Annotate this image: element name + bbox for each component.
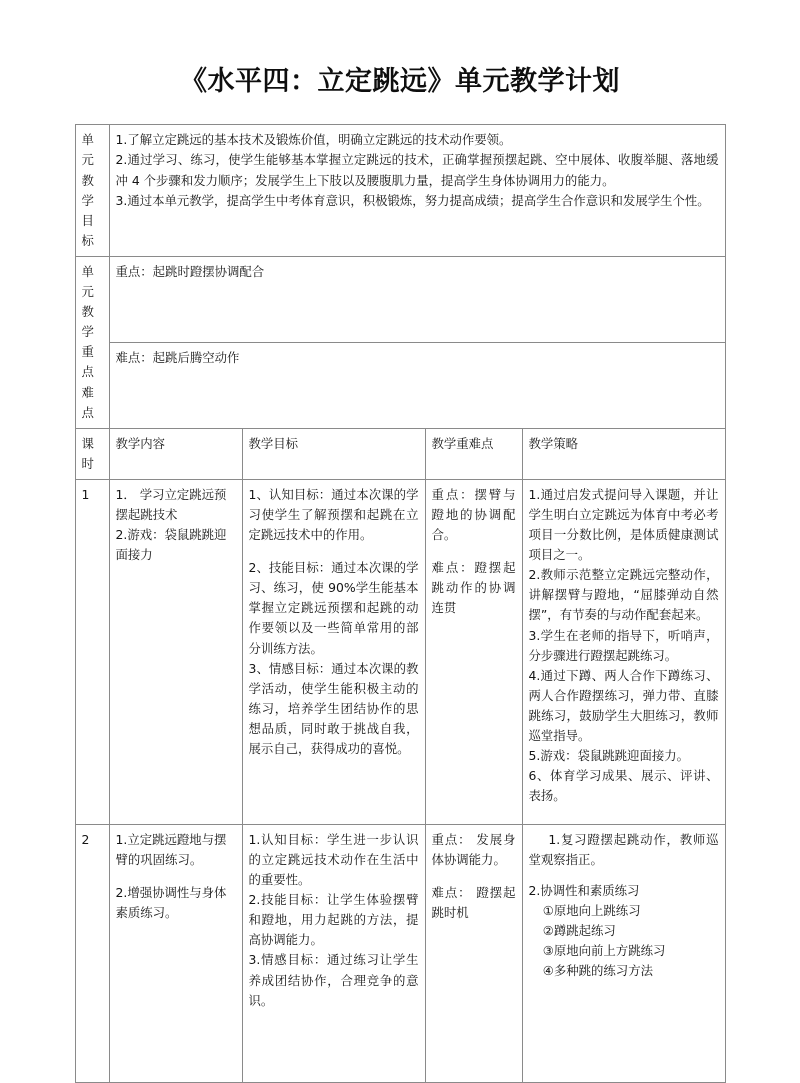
unit-goals-label-line-2: 教学 [81,172,94,208]
lesson-period-1: 1 [75,479,109,824]
page-title: 《水平四：立定跳远》单元教学计划 [180,66,620,97]
unit-goal-item-1: 1.了解立定跳远的基本技术及锻炼价值，明确立定跳远的技术动作要领。 [115,132,512,148]
lesson-strategy-1-item-5: 5.游戏：袋鼠跳跳迎面接力。 [528,748,690,764]
unit-focus-label-line-1: 单元 [81,263,94,300]
unit-focus-label [75,256,109,428]
lesson-content-2 [109,824,242,1082]
column-header-focus: 教学重难点 [425,428,522,479]
column-header-content: 教学内容 [109,428,242,479]
lesson-strategy-2-subitem-3: ③原地向前上方跳练习 [542,943,666,959]
lesson-goal-1-item-1: 1、认知目标：通过本次课的学习使学生了解预摆和起跳在立定跳远技术中的作用。 [248,486,419,543]
lesson-strategy-2-subitem-2: ②蹲跳起练习 [542,923,616,939]
unit-focus-difficult-row [75,342,725,428]
unit-focus-label-line-2: 教学 [81,304,94,340]
unit-goals-label-line-3: 目标 [81,212,94,248]
lesson-strategy-1-item-1: 1.通过启发式提问导入课题，并让学生明白立定跳远为体育中考必考项目一分数比例，是体质健康测试项目之一。 [528,486,719,563]
lesson-strategy-2-intro: 1.复习蹬摆起跳动作，教师巡堂观察指正。 [528,831,719,867]
spacer [529,870,719,881]
unit-plan-table [75,124,726,1083]
lesson-strategy-2-subitem-1: ①原地向上跳练习 [542,903,641,919]
lesson-goals-1 [242,479,425,824]
lesson-focus-2-key: 重点： 发展身体协调能力。 [431,831,516,867]
lesson-focus-2 [425,824,522,1082]
lesson-focus-1-difficult: 难点：蹬摆起跳动作的协调连贯 [431,560,516,616]
unit-difficult-point: 难点：起跳后腾空动作 [109,342,725,428]
lesson-strategy-2 [522,824,725,1082]
spacer [116,870,236,883]
unit-goals-content [109,125,725,257]
lesson-strategy-1-item-6: 6、体育学习成果、展示、评讲、表扬。 [528,768,719,804]
lesson-goal-1-item-2: 2、技能目标：通过本次课的学习、练习，使 90%学生能基本掌握立定跳远预摆和起跳的动作要领以及一些简单常用的部分训练方法。 [248,560,419,656]
table-row [75,824,725,1082]
lesson-strategy-2-heading: 2.协调性和素质练习 [528,883,640,899]
lesson-strategy-1-item-4: 4.通过下蹲、两人合作下蹲练习、两人合作蹬摆练习，弹力带、直膝跳练习，鼓励学生大胆练习，教师巡堂指导。 [528,667,719,744]
lesson-goal-2-item-1: 1.认知目标：学生进一步认识的立定跳远技术动作在生活中的重要性。 [248,831,419,888]
lesson-strategy-1-item-3: 3.学生在老师的指导下，听哨声，分步骤进行蹬摆起跳练习。 [528,627,719,663]
lesson-goal-2-item-2: 2.技能目标：让学生体验摆臂和蹬地，用力起跳的方法，提高协调能力。 [248,892,419,948]
column-header-period: 课时 [75,428,109,479]
unit-goal-item-3: 3.通过本单元教学，提高学生中考体育意识，积极锻炼，努力提高成绩；提高学生合作意识和发展学生个性。 [115,192,710,208]
table-header-row [75,428,725,479]
lesson-strategy-1-item-2: 2.教师示范整立定跳远完整动作，讲解摆臂与蹬地，“屈膝弹动自然摆”，有节奏的与动作配套起来。 [528,567,719,623]
lesson-focus-1-key: 重点：摆臂与蹬地的协调配合。 [431,486,516,543]
spacer [432,870,516,883]
column-header-strategy: 教学策略 [522,428,725,479]
column-header-goals: 教学目标 [242,428,425,479]
unit-focus-label-line-3: 重点 [81,344,94,380]
table-row [75,479,725,824]
lesson-goal-1-item-3: 3、情感目标：通过本次课的教学活动，使学生能积极主动的练习，培养学生团结协作的思想品质，同时敢于挑战自我，展示自己，获得成功的喜悦。 [248,660,419,757]
lesson-content-2-item-1: 1.立定跳远蹬地与摆臂的巩固练习。 [115,831,227,867]
lesson-goal-2-item-3: 3.情感目标：通过练习让学生养成团结协作，合理竞争的意识。 [248,952,419,1008]
spacer [432,545,516,558]
unit-goals-label-line-1: 单元 [81,132,94,168]
lesson-content-1 [109,479,242,824]
lesson-goals-2 [242,824,425,1082]
unit-goal-item-2: 2.通过学习、练习，使学生能够基本掌握立定跳远的技术，正确掌握预摆起跳、空中展体、收腹举腿、落地缓冲 4 个步骤和发力顺序；发展学生上下肢以及腰腹肌力量，提高学生身体协调用力的能力。 [115,152,719,188]
spacer [249,545,419,558]
lesson-focus-2-difficult: 难点： 蹬摆起跳时机 [431,885,516,921]
unit-focus-key-row [75,256,725,342]
lesson-focus-1 [425,479,522,824]
unit-goals-label [75,125,109,257]
lesson-content-1-item-1: 1． 学习立定跳远预摆起跳技术 [115,486,227,522]
lesson-strategy-2-subitem-4: ④多种跳的练习方法 [542,963,653,979]
lesson-period-2: 2 [75,824,109,1082]
lesson-content-1-item-2: 2.游戏：袋鼠跳跳迎面接力 [115,527,227,563]
unit-focus-label-line-4: 难点 [81,384,94,420]
lesson-strategy-1 [522,479,725,824]
lesson-content-2-item-2: 2.增强协调性与身体素质练习。 [115,885,227,921]
unit-goals-row [75,125,725,257]
unit-key-point: 重点：起跳时蹬摆协调配合 [109,256,725,342]
